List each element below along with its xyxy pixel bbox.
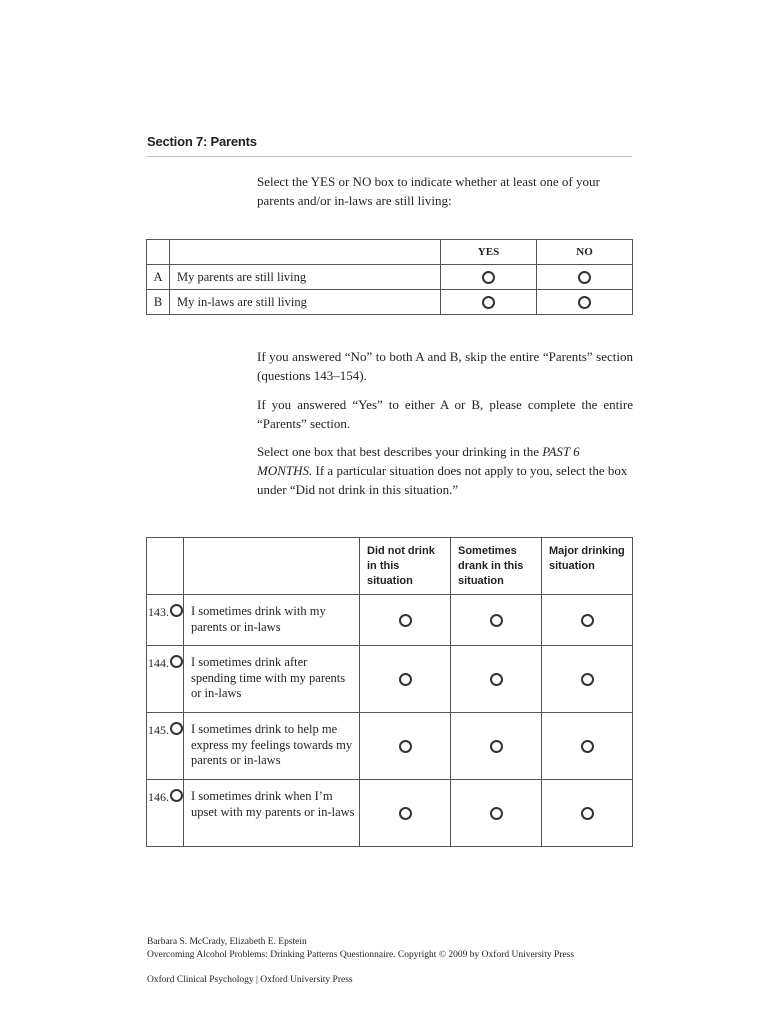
question-text: I sometimes drink after spending time with my parents or in-laws xyxy=(184,646,360,713)
living-row-b xyxy=(147,290,633,315)
inlaws-yes-radio[interactable] xyxy=(482,296,495,309)
parents-no-radio[interactable] xyxy=(578,271,591,284)
q146-sometimes-radio[interactable] xyxy=(490,807,503,820)
living-table-header xyxy=(147,240,633,265)
footer-authors: Barbara S. McCrady, Elizabeth E. Epstein xyxy=(147,937,307,947)
question-row xyxy=(147,646,633,713)
question-marker-icon xyxy=(170,789,183,802)
question-row xyxy=(147,713,633,780)
q145-did-not-drink-radio[interactable] xyxy=(399,740,412,753)
question-number: 146. xyxy=(148,790,169,804)
footer-publisher: Oxford Clinical Psychology | Oxford University Press xyxy=(147,975,353,985)
question-text: I sometimes drink when I’m upset with my parents or in-laws xyxy=(184,780,360,847)
q144-did-not-drink-radio[interactable] xyxy=(399,673,412,686)
inlaws-no-radio[interactable] xyxy=(578,296,591,309)
select-instruction: Select one box that best describes your drinking in the PAST 6 MONTHS. If a particular situation does not apply to you, select the box under “Did not drink in this situation.” xyxy=(257,444,628,497)
question-number: 143. xyxy=(148,605,169,619)
q145-major-radio[interactable] xyxy=(581,740,594,753)
drinking-table xyxy=(146,537,633,847)
q144-major-radio[interactable] xyxy=(581,673,594,686)
section-title: Section 7: Parents xyxy=(147,134,257,149)
question-number: 145. xyxy=(148,723,169,737)
question-number: 144. xyxy=(148,656,169,670)
section-divider xyxy=(147,156,632,157)
q145-sometimes-radio[interactable] xyxy=(490,740,503,753)
question-row xyxy=(147,780,633,847)
q143-did-not-drink-radio[interactable] xyxy=(399,614,412,627)
q146-major-radio[interactable] xyxy=(581,807,594,820)
question-text: I sometimes drink to help me express my feelings towards my parents or in-laws xyxy=(184,713,360,780)
question-marker-icon xyxy=(170,655,183,668)
q144-sometimes-radio[interactable] xyxy=(490,673,503,686)
col-sometimes-drank: Sometimes drank in this situation xyxy=(451,538,542,595)
col-did-not-drink: Did not drink in this situation xyxy=(360,538,451,595)
q146-did-not-drink-radio[interactable] xyxy=(399,807,412,820)
row-label: My in-laws are still living xyxy=(170,290,441,315)
footer-book: Overcoming Alcohol Problems: Drinking Patterns Questionnaire. Copyright © 2009 by Oxford University Press xyxy=(147,950,575,960)
yes-header: YES xyxy=(441,240,537,265)
question-marker-icon xyxy=(170,722,183,735)
no-header: NO xyxy=(537,240,633,265)
complete-instruction: If you answered “Yes” to either A or B, please complete the entire “Parents” section. xyxy=(257,397,633,431)
question-row xyxy=(147,595,633,646)
q143-sometimes-radio[interactable] xyxy=(490,614,503,627)
row-letter: A xyxy=(147,265,170,290)
drinking-table-header xyxy=(147,538,633,595)
row-label: My parents are still living xyxy=(170,265,441,290)
living-row-a xyxy=(147,265,633,290)
intro-text: Select the YES or NO box to indicate whether at least one of your parents and/or in-laws are still living: xyxy=(257,174,600,208)
q143-major-radio[interactable] xyxy=(581,614,594,627)
parents-yes-radio[interactable] xyxy=(482,271,495,284)
question-text: I sometimes drink with my parents or in-laws xyxy=(184,595,360,646)
skip-instruction: If you answered “No” to both A and B, skip the entire “Parents” section (questions 143–154). xyxy=(257,349,633,383)
col-major-drinking: Major drinking situation xyxy=(542,538,633,595)
question-marker-icon xyxy=(170,604,183,617)
row-letter: B xyxy=(147,290,170,315)
living-table xyxy=(146,239,633,315)
emphasis-text: PAST 6 MONTHS. xyxy=(257,444,580,478)
